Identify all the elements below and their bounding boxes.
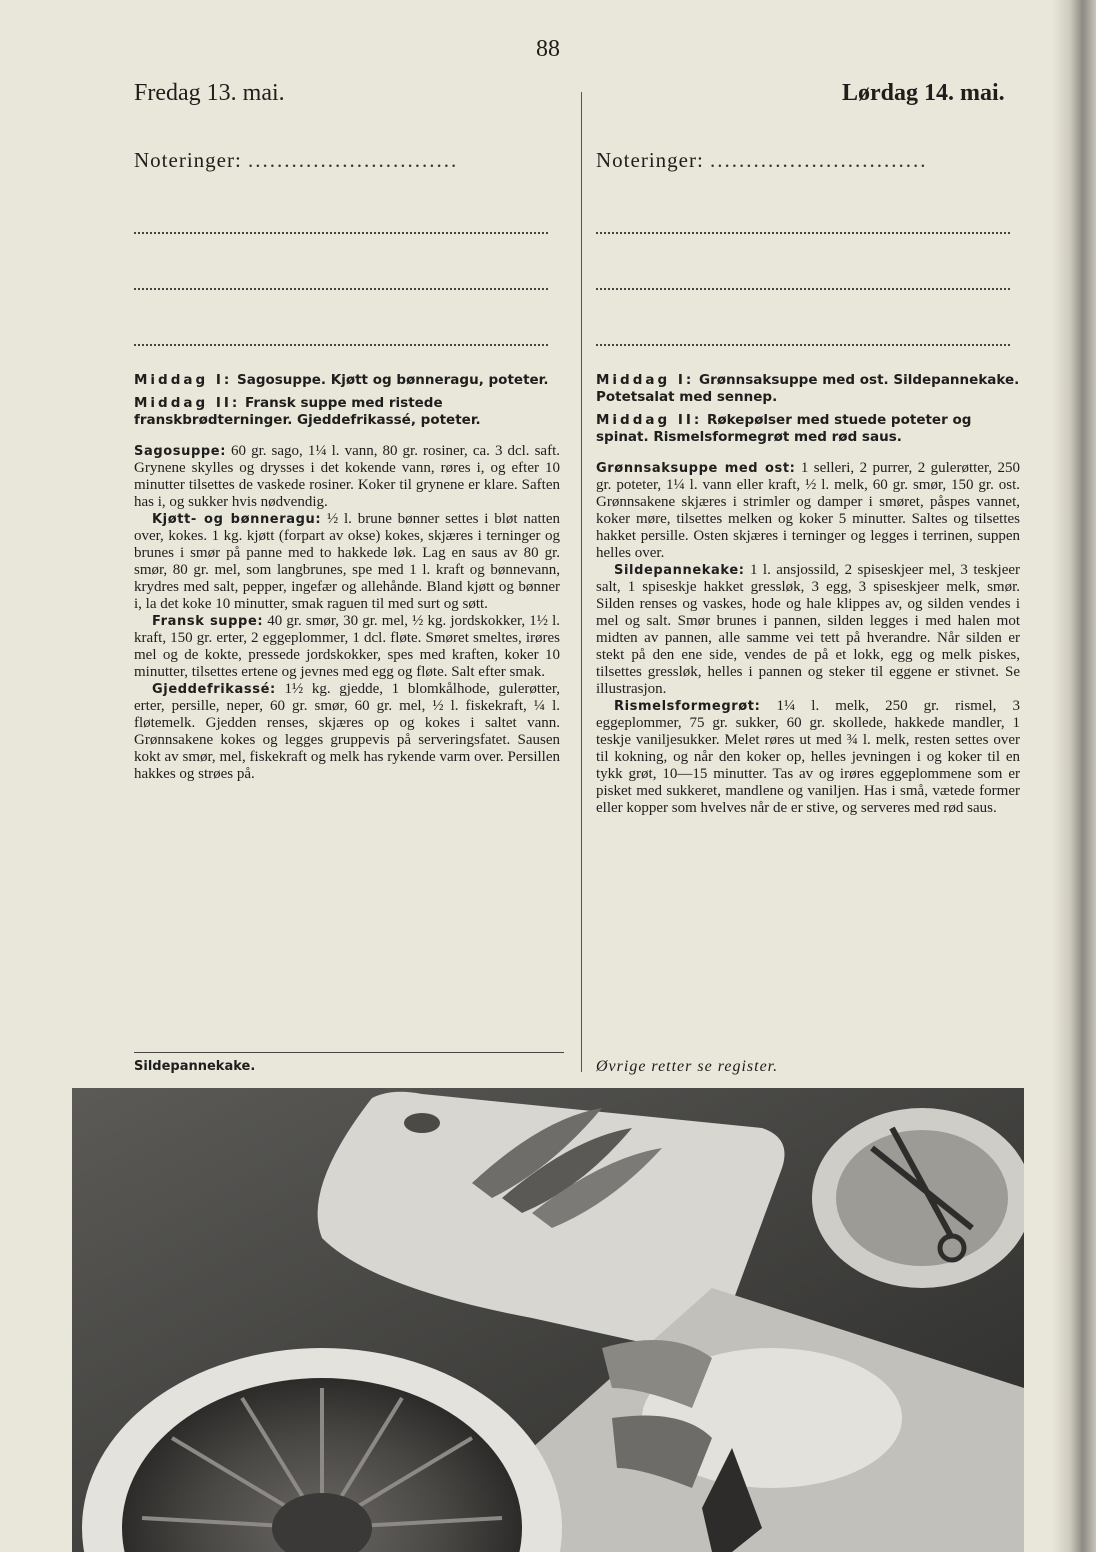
dot-leader: .............................. bbox=[710, 148, 928, 172]
menu-line bbox=[596, 372, 1020, 406]
notes-area-left bbox=[134, 148, 554, 346]
notes-label-text: Noteringer: bbox=[134, 148, 242, 172]
recipe bbox=[596, 562, 1020, 698]
recipe-text: 40 gr. smør, 30 gr. mel, ½ kg. jordskokker, 1½ l. kraft, 150 gr. erter, 2 eggeplommer, 1 dcl. fløte. Smøret smeltes, irøres mel og de kokte, pressede jordskokker, spes med kraften, koker 10 minutter, tilsettes ertene og jevnes med egg og fløte. Salt efter smak. bbox=[134, 613, 560, 680]
dot-leader: ............................. bbox=[248, 148, 459, 172]
notes-label bbox=[596, 148, 1016, 178]
caption-rule bbox=[134, 1052, 564, 1053]
menu-line bbox=[134, 395, 560, 429]
recipe-text: 1½ kg. gjedde, 1 blomkålhode, gulerøtter, erter, persille, neper, 60 gr. smør, 60 gr. mel, ½ l. fiskekraft, ¼ l. fløtemelk. Gjedden renses, skjæres op og kokes i saltet vann. Grønnsakene kokes og legges gruppevis på serveringsfatet. Sausen kokt av smør, mel, fiskekraft og melk has rykende varm over. Persillen hakkes og strøes på. bbox=[134, 681, 560, 782]
menu-label: Middag I: bbox=[134, 372, 233, 388]
notes-line bbox=[596, 234, 1010, 290]
notes-label bbox=[134, 148, 554, 178]
recipe bbox=[134, 681, 560, 783]
menu-label: Middag I: bbox=[596, 372, 695, 388]
notes-line bbox=[134, 290, 548, 346]
recipe-title: Fransk suppe: bbox=[152, 614, 264, 629]
spacer bbox=[134, 435, 560, 443]
notes-line bbox=[134, 178, 548, 234]
recipe-column-left bbox=[134, 372, 560, 783]
recipe-column-right bbox=[596, 372, 1020, 817]
board-handle-hole bbox=[404, 1113, 440, 1133]
recipe-text: 1 selleri, 2 purrer, 2 gulerøtter, 250 gr. poteter, 1¼ l. vann eller kraft, ½ l. melk, 60 gr. smør, 150 gr. ost. Grønnsakene skjæres i strimler og damper i smøret, påspes vannet, koker møre, tilsettes melken og koker 5 minutter. Saltes og tilsettes hakket persille. Osten skjæres i terninger og legges i terrinen, suppen helles over. bbox=[596, 460, 1020, 561]
notes-line bbox=[596, 290, 1010, 346]
recipe bbox=[134, 443, 560, 511]
menu-text: Fransk suppe med ristede franskbrødterninger. Gjeddefrikassé, poteter. bbox=[134, 395, 481, 428]
notes-line bbox=[596, 178, 1010, 234]
recipe-text: 1 l. ansjossild, 2 spiseskjeer mel, 3 teskjeer salt, 1 spiseskje hakket gressløk, 3 egg, 3 spiseskjeer melk, smør. Silden renses og vaskes, hode og hale klippes av, og silden vendes i mel og salt. Smør brunes i pannen, silden legges i med halen mot midten av pannen, alle samme vei tett på hverandre. Når silden er stekt på den ene side, vendes de på et lokk, egg og melk piskes, tilsettes gressløk, helles i pannen og steker til eggene er stivnet. Se illustrasjon. bbox=[596, 562, 1021, 697]
recipe bbox=[596, 698, 1020, 817]
recipe-title: Rismelsformegrøt: bbox=[614, 699, 761, 714]
notes-label-text: Noteringer: bbox=[596, 148, 704, 172]
recipe-title: Sagosuppe: bbox=[134, 444, 226, 459]
bowl-inner bbox=[836, 1130, 1008, 1266]
column-divider bbox=[581, 92, 582, 1072]
notes-area-right bbox=[596, 148, 1016, 346]
spacer bbox=[596, 452, 1020, 460]
photo-caption: Sildepannekake. bbox=[134, 1059, 256, 1074]
day-title-saturday: Lørdag 14. mai. bbox=[842, 80, 1005, 106]
recipe-text: 60 gr. sago, 1¼ l. vann, 80 gr. rosiner, ca. 3 dcl. saft. Grynene skylles og drysses i det kokende vann, røres i, og efter 10 minutter tilsettes de vaskede rosiner. Koker til grynene er klare. Saften has i, og sukker hvis nødvendig. bbox=[134, 443, 560, 510]
recipe-title: Gjeddefrikassé: bbox=[152, 682, 276, 697]
recipe bbox=[596, 460, 1020, 562]
see-register-note: Øvrige retter se register. bbox=[596, 1058, 779, 1075]
recipe-text: 1¼ l. melk, 250 gr. rismel, 3 eggeplommer, 75 gr. sukker, 60 gr. skollede, hakkede mandler, 1 teskje vaniljesukker. Melet røres ut med ¾ l. melk, resten settes over til kokning, og når den koker op, helles jevningen i og koker til en tykk grøt, 10—15 minutter. Tas av og irøres eggeplommene som er pisket med sukkeret, mandlene og vaniljen. Has i små, vætede former eller kopper som hvelves når de er stive, og serveres med rød saus. bbox=[596, 698, 1020, 816]
recipe-title: Grønnsaksuppe med ost: bbox=[596, 461, 796, 476]
menu-label: Middag II: bbox=[134, 395, 241, 411]
recipe bbox=[134, 511, 560, 613]
menu-line bbox=[134, 372, 560, 389]
herring-pancake-photo bbox=[72, 1088, 1024, 1552]
recipe bbox=[134, 613, 560, 681]
menu-label: Middag II: bbox=[596, 412, 703, 428]
recipe-text: ½ l. brune bønner settes i bløt natten over, kokes. 1 kg. kjøtt (forpart av okse) kokes, skjæres i terninger og brunes i smør på panne med to hakkede løk. Lag en saus av 80 gr. smør, 80 gr. mel, som langbrunes, spe med 1 l. kraft og bønnevann, krydres med salt, pepper, ingefær og allehånde. Bland kjøtt og bønner i, la det koke 10 minutter, smak raguen til med surt og søtt. bbox=[134, 511, 560, 612]
photo-drawing bbox=[72, 1088, 1024, 1552]
menu-line bbox=[596, 412, 1020, 446]
recipe-title: Kjøtt- og bønneragu: bbox=[152, 512, 322, 527]
recipe-title: Sildepannekake: bbox=[614, 563, 745, 578]
menu-text: Røkepølser med stuede poteter og spinat. Rismelsformegrøt med rød saus. bbox=[596, 412, 972, 445]
menu-text: Sagosuppe. Kjøtt og bønneragu, poteter. bbox=[237, 372, 549, 388]
notes-line bbox=[134, 234, 548, 290]
page-number: 88 bbox=[536, 36, 560, 62]
menu-text: Grønnsaksuppe med ost. Sildepannekake. Potetsalat med sennep. bbox=[596, 372, 1020, 405]
book-spine bbox=[1052, 0, 1096, 1552]
day-title-friday: Fredag 13. mai. bbox=[134, 80, 285, 106]
